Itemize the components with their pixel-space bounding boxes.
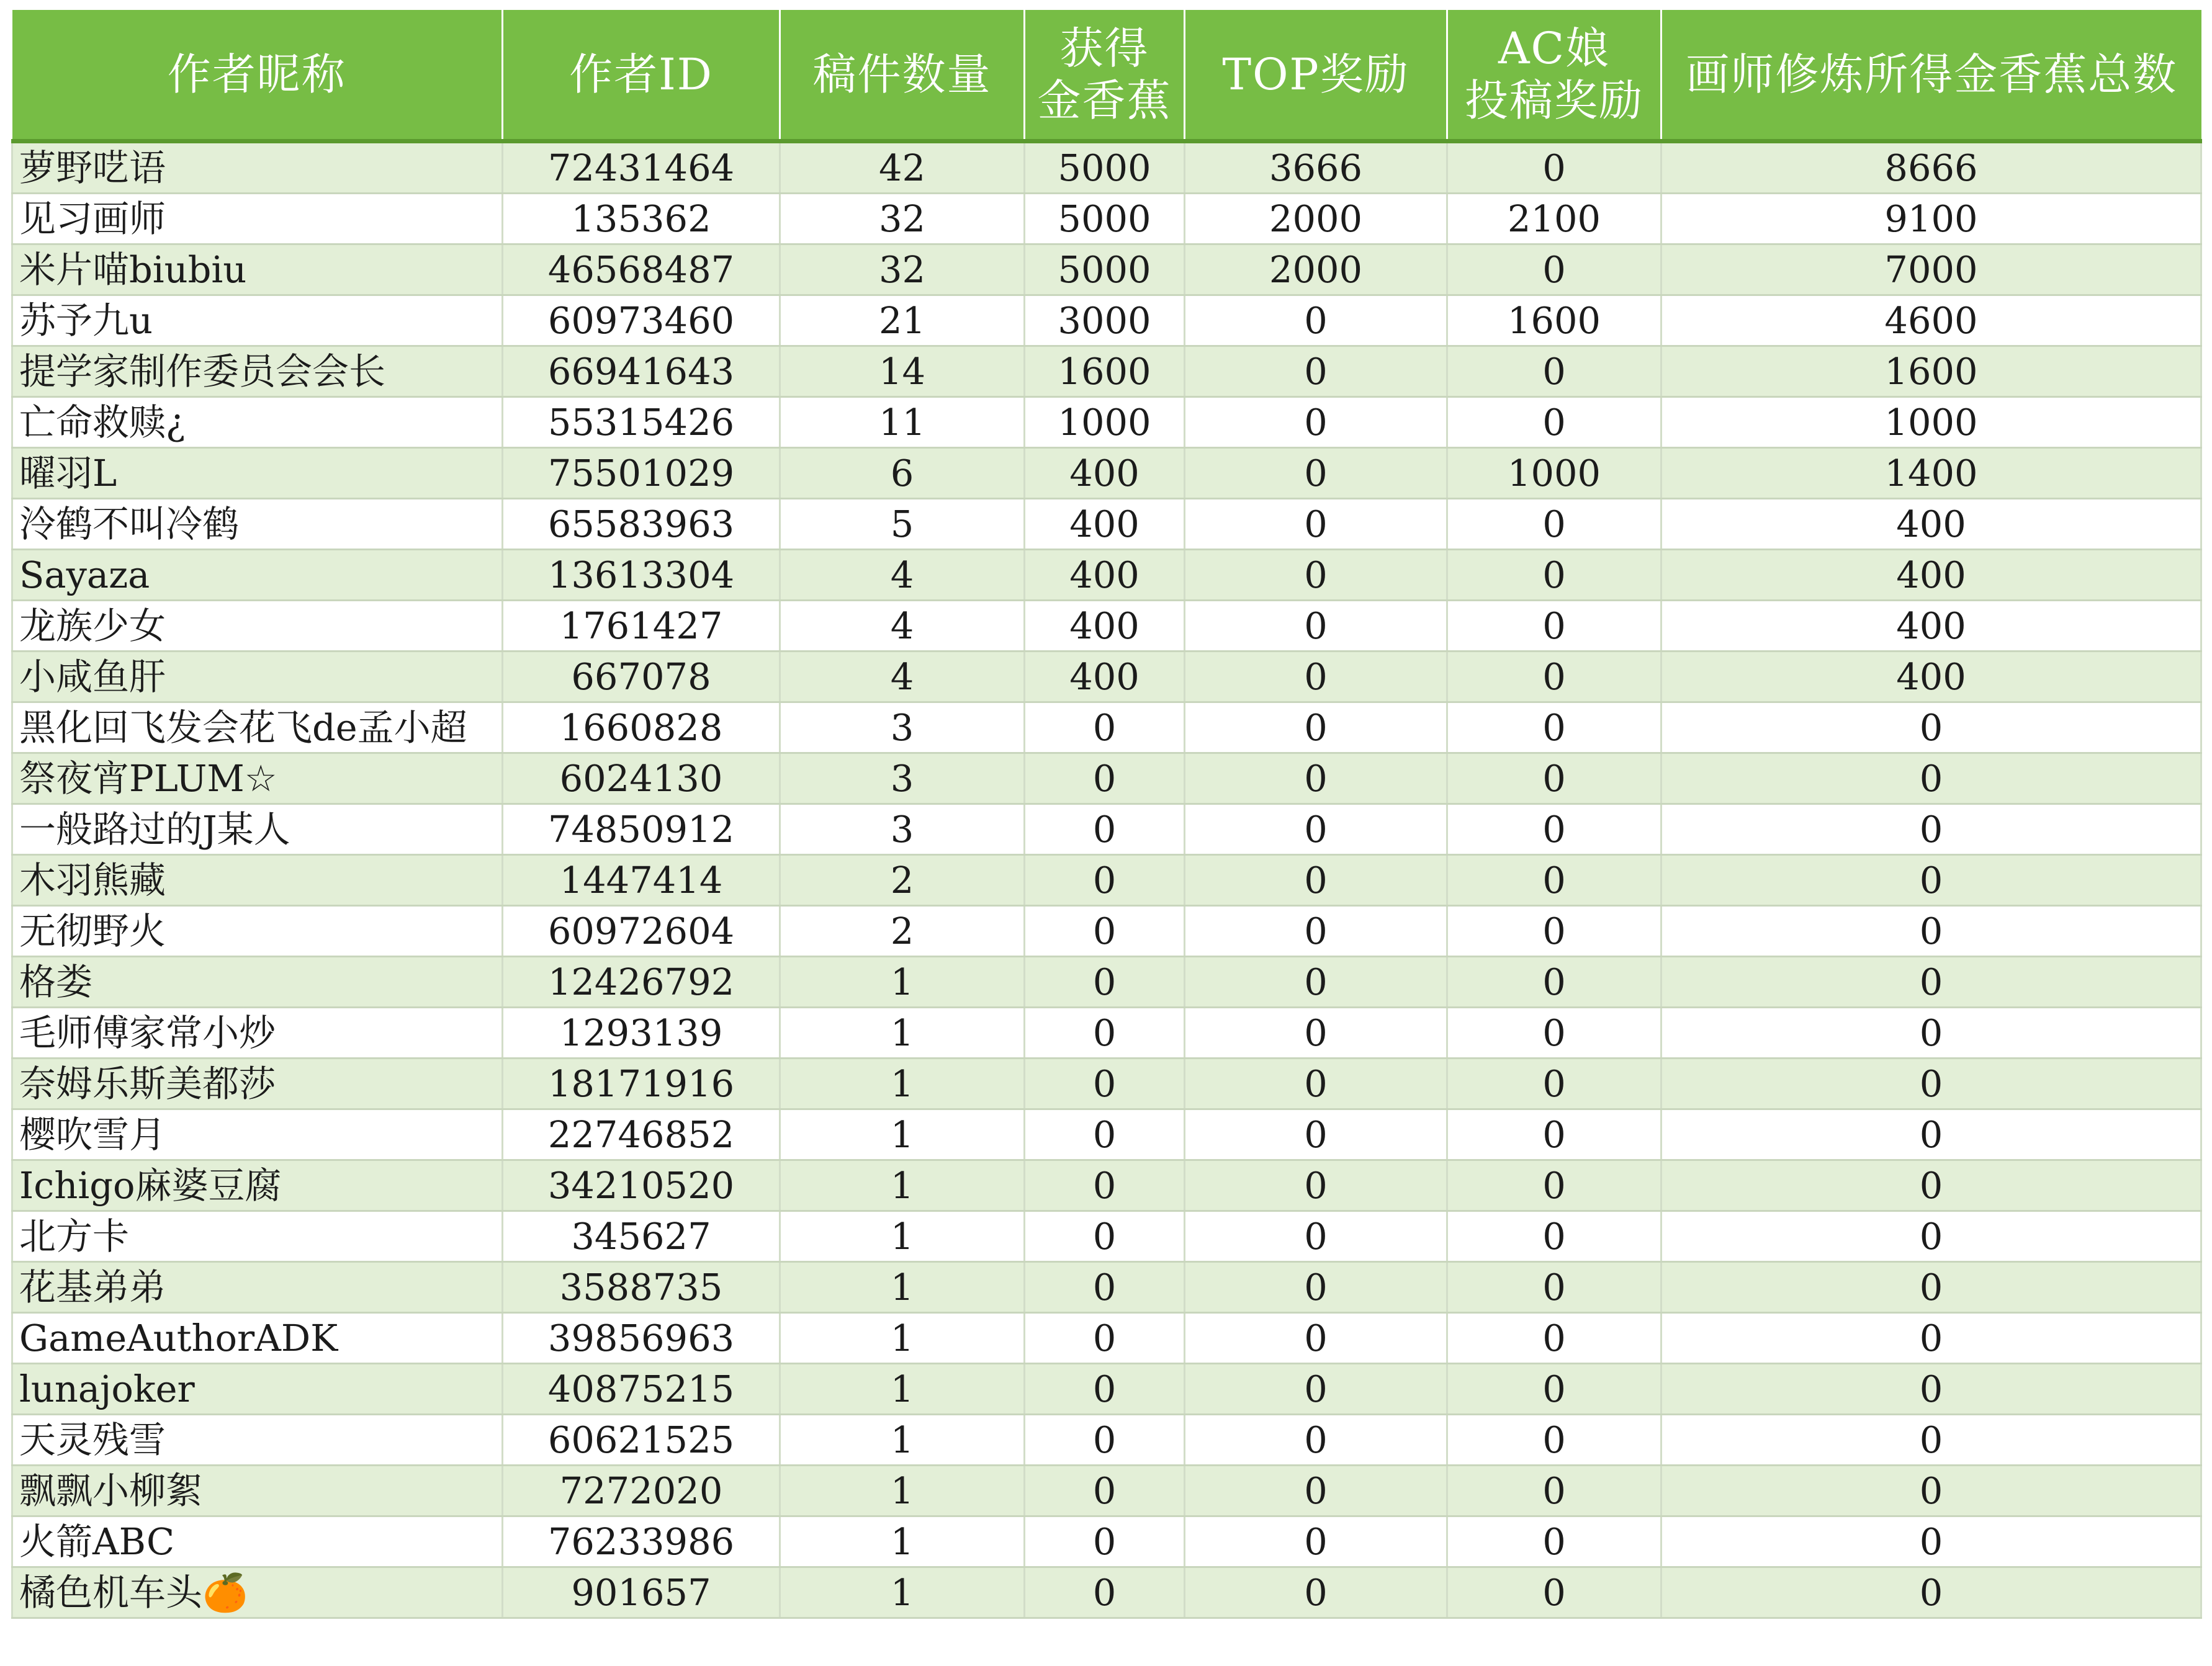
author-id-cell: 60972604: [503, 906, 780, 957]
top-reward-cell: 0: [1185, 499, 1447, 550]
table-row: [12, 1109, 2201, 1160]
total-banana-cell: 0: [1661, 957, 2201, 1008]
author-id-cell: 76233986: [503, 1516, 780, 1567]
total-banana-cell: 0: [1661, 804, 2201, 855]
submission-count-cell: 1: [780, 1567, 1025, 1618]
golden-banana-cell: 0: [1025, 855, 1185, 906]
table-row: [12, 1008, 2201, 1059]
table-row: [12, 1516, 2201, 1567]
author-id-cell: 1761427: [503, 601, 780, 652]
ac-reward-cell: 0: [1447, 397, 1661, 448]
author-id-cell: 40875215: [503, 1364, 780, 1415]
author-id-cell: 60973460: [503, 295, 780, 346]
ac-reward-cell: 0: [1447, 753, 1661, 804]
submission-count-cell: 4: [780, 601, 1025, 652]
table-row: [12, 1313, 2201, 1364]
author-nickname-cell: 飘飘小柳絮: [12, 1466, 503, 1516]
submission-count-cell: 3: [780, 753, 1025, 804]
submission-count-cell: 14: [780, 346, 1025, 397]
total-banana-cell: 8666: [1661, 141, 2201, 194]
ac-reward-cell: 0: [1447, 1567, 1661, 1618]
total-banana-cell: 0: [1661, 1109, 2201, 1160]
author-nickname-cell: Ichigo麻婆豆腐: [12, 1160, 503, 1211]
top-reward-cell: 0: [1185, 906, 1447, 957]
table-row: [12, 499, 2201, 550]
author-nickname-cell: 格娄: [12, 957, 503, 1008]
author-nickname-cell: 木羽熊藏: [12, 855, 503, 906]
submission-count-cell: 1: [780, 1364, 1025, 1415]
ac-reward-cell: 0: [1447, 906, 1661, 957]
ac-reward-cell: 0: [1447, 702, 1661, 753]
total-banana-cell: 1600: [1661, 346, 2201, 397]
top-reward-cell: 0: [1185, 652, 1447, 702]
table-row: [12, 906, 2201, 957]
author-id-cell: 60621525: [503, 1415, 780, 1466]
total-banana-cell: 0: [1661, 906, 2201, 957]
ac-reward-cell: 0: [1447, 550, 1661, 601]
author-id-cell: 46568487: [503, 244, 780, 295]
submission-count-cell: 42: [780, 141, 1025, 194]
total-banana-cell: 0: [1661, 753, 2201, 804]
top-reward-cell: 0: [1185, 1313, 1447, 1364]
author-nickname-cell: Sayaza: [12, 550, 503, 601]
top-reward-cell: 0: [1185, 1415, 1447, 1466]
golden-banana-cell: 1000: [1025, 397, 1185, 448]
header-author-id: 作者ID: [503, 10, 780, 141]
submission-count-cell: 1: [780, 957, 1025, 1008]
submission-count-cell: 11: [780, 397, 1025, 448]
top-reward-cell: 0: [1185, 855, 1447, 906]
golden-banana-cell: 0: [1025, 1313, 1185, 1364]
header-row: [12, 10, 2201, 141]
top-reward-cell: 0: [1185, 397, 1447, 448]
golden-banana-cell: 0: [1025, 1160, 1185, 1211]
total-banana-cell: 0: [1661, 1313, 2201, 1364]
ac-reward-cell: 0: [1447, 346, 1661, 397]
table-row: [12, 550, 2201, 601]
top-reward-cell: 0: [1185, 295, 1447, 346]
table-row: [12, 448, 2201, 499]
table-body: [12, 141, 2201, 1618]
top-reward-cell: 0: [1185, 550, 1447, 601]
total-banana-cell: 0: [1661, 1364, 2201, 1415]
table-row: [12, 652, 2201, 702]
total-banana-cell: 4600: [1661, 295, 2201, 346]
total-banana-cell: 1400: [1661, 448, 2201, 499]
total-banana-cell: 0: [1661, 1262, 2201, 1313]
author-nickname-cell: 曜羽L: [12, 448, 503, 499]
author-nickname-cell: 苏予九u: [12, 295, 503, 346]
total-banana-cell: 400: [1661, 499, 2201, 550]
ac-reward-cell: 0: [1447, 141, 1661, 194]
total-banana-cell: 400: [1661, 601, 2201, 652]
ac-reward-cell: 0: [1447, 1109, 1661, 1160]
golden-banana-cell: 0: [1025, 1466, 1185, 1516]
header-submission-count: 稿件数量: [780, 10, 1025, 141]
top-reward-cell: 0: [1185, 1160, 1447, 1211]
total-banana-cell: 0: [1661, 702, 2201, 753]
author-id-cell: 12426792: [503, 957, 780, 1008]
ac-reward-cell: 0: [1447, 1313, 1661, 1364]
header-author-nickname: 作者昵称: [12, 10, 503, 141]
submission-count-cell: 32: [780, 194, 1025, 244]
table-row: [12, 397, 2201, 448]
author-id-cell: 1660828: [503, 702, 780, 753]
submission-count-cell: 1: [780, 1160, 1025, 1211]
submission-count-cell: 1: [780, 1059, 1025, 1109]
author-id-cell: 22746852: [503, 1109, 780, 1160]
top-reward-cell: 0: [1185, 1262, 1447, 1313]
author-nickname-cell: 泠鹤不叫冷鹤: [12, 499, 503, 550]
table-row: [12, 1364, 2201, 1415]
author-id-cell: 345627: [503, 1211, 780, 1262]
golden-banana-cell: 0: [1025, 1364, 1185, 1415]
author-id-cell: 75501029: [503, 448, 780, 499]
golden-banana-cell: 400: [1025, 448, 1185, 499]
author-id-cell: 6024130: [503, 753, 780, 804]
author-nickname-cell: lunajoker: [12, 1364, 503, 1415]
submission-count-cell: 3: [780, 702, 1025, 753]
golden-banana-cell: 400: [1025, 550, 1185, 601]
golden-banana-cell: 0: [1025, 1109, 1185, 1160]
golden-banana-cell: 0: [1025, 1567, 1185, 1618]
header-total-golden-banana: 画师修炼所得金香蕉总数: [1661, 10, 2201, 141]
ac-reward-cell: 0: [1447, 499, 1661, 550]
table-row: [12, 1466, 2201, 1516]
ac-reward-cell: 0: [1447, 652, 1661, 702]
top-reward-cell: 0: [1185, 753, 1447, 804]
total-banana-cell: 1000: [1661, 397, 2201, 448]
top-reward-cell: 0: [1185, 1211, 1447, 1262]
submission-count-cell: 1: [780, 1211, 1025, 1262]
top-reward-cell: 0: [1185, 804, 1447, 855]
submission-count-cell: 1: [780, 1262, 1025, 1313]
golden-banana-cell: 0: [1025, 1415, 1185, 1466]
author-nickname-cell: 祭夜宵PLUM☆: [12, 753, 503, 804]
author-nickname-cell: 小咸鱼肝: [12, 652, 503, 702]
ac-reward-cell: 0: [1447, 1059, 1661, 1109]
top-reward-cell: 0: [1185, 1364, 1447, 1415]
author-nickname-cell: 天灵残雪: [12, 1415, 503, 1466]
golden-banana-cell: 0: [1025, 1516, 1185, 1567]
submission-count-cell: 1: [780, 1313, 1025, 1364]
top-reward-cell: 0: [1185, 702, 1447, 753]
table-row: [12, 1160, 2201, 1211]
author-id-cell: 667078: [503, 652, 780, 702]
total-banana-cell: 7000: [1661, 244, 2201, 295]
author-nickname-cell: 黑化回飞发会花飞de孟小超: [12, 702, 503, 753]
author-nickname-cell: 萝野呓语: [12, 141, 503, 194]
total-banana-cell: 0: [1661, 855, 2201, 906]
submission-count-cell: 32: [780, 244, 1025, 295]
total-banana-cell: 0: [1661, 1008, 2201, 1059]
top-reward-cell: 0: [1185, 957, 1447, 1008]
table-row: [12, 1567, 2201, 1618]
table-row: [12, 1262, 2201, 1313]
table-row: [12, 855, 2201, 906]
author-id-cell: 34210520: [503, 1160, 780, 1211]
golden-banana-cell: 0: [1025, 753, 1185, 804]
author-nickname-cell: 一般路过的J某人: [12, 804, 503, 855]
header-top-reward: TOP奖励: [1185, 10, 1447, 141]
ac-reward-cell: 0: [1447, 855, 1661, 906]
table-row: [12, 194, 2201, 244]
top-reward-cell: 2000: [1185, 244, 1447, 295]
author-nickname-cell: 米片喵biubiu: [12, 244, 503, 295]
top-reward-cell: 3666: [1185, 141, 1447, 194]
golden-banana-cell: 0: [1025, 702, 1185, 753]
ac-reward-cell: 0: [1447, 1160, 1661, 1211]
author-nickname-cell: 橘色机车头🍊: [12, 1567, 503, 1618]
ac-reward-cell: 0: [1447, 244, 1661, 295]
submission-count-cell: 2: [780, 906, 1025, 957]
table-row: [12, 702, 2201, 753]
author-id-cell: 39856963: [503, 1313, 780, 1364]
top-reward-cell: 0: [1185, 448, 1447, 499]
submission-count-cell: 1: [780, 1466, 1025, 1516]
ac-reward-cell: 2100: [1447, 194, 1661, 244]
author-id-cell: 7272020: [503, 1466, 780, 1516]
table-row: [12, 804, 2201, 855]
submission-count-cell: 3: [780, 804, 1025, 855]
top-reward-cell: 0: [1185, 346, 1447, 397]
table-row: [12, 141, 2201, 194]
submission-count-cell: 2: [780, 855, 1025, 906]
total-banana-cell: 400: [1661, 550, 2201, 601]
table-row: [12, 601, 2201, 652]
top-reward-cell: 2000: [1185, 194, 1447, 244]
author-nickname-cell: 奈姆乐斯美都莎: [12, 1059, 503, 1109]
golden-banana-cell: 0: [1025, 906, 1185, 957]
ac-reward-cell: 0: [1447, 1262, 1661, 1313]
author-id-cell: 65583963: [503, 499, 780, 550]
golden-banana-cell: 5000: [1025, 244, 1185, 295]
author-id-cell: 72431464: [503, 141, 780, 194]
ac-reward-cell: 0: [1447, 957, 1661, 1008]
submission-count-cell: 4: [780, 550, 1025, 601]
header-golden-banana-earned: 获得 金香蕉: [1025, 10, 1185, 141]
golden-banana-cell: 1600: [1025, 346, 1185, 397]
author-id-cell: 18171916: [503, 1059, 780, 1109]
author-nickname-cell: 樱吹雪月: [12, 1109, 503, 1160]
ac-reward-cell: 0: [1447, 1466, 1661, 1516]
top-reward-cell: 0: [1185, 1466, 1447, 1516]
table-row: [12, 957, 2201, 1008]
golden-banana-cell: 0: [1025, 1059, 1185, 1109]
total-banana-cell: 0: [1661, 1415, 2201, 1466]
total-banana-cell: 400: [1661, 652, 2201, 702]
submission-count-cell: 1: [780, 1109, 1025, 1160]
author-id-cell: 66941643: [503, 346, 780, 397]
author-nickname-cell: 龙族少女: [12, 601, 503, 652]
total-banana-cell: 0: [1661, 1160, 2201, 1211]
submission-count-cell: 1: [780, 1008, 1025, 1059]
total-banana-cell: 0: [1661, 1059, 2201, 1109]
table-row: [12, 346, 2201, 397]
banana-reward-table: [11, 10, 2202, 1619]
table-row: [12, 1059, 2201, 1109]
golden-banana-cell: 0: [1025, 957, 1185, 1008]
author-nickname-cell: 无彻野火: [12, 906, 503, 957]
submission-count-cell: 1: [780, 1415, 1025, 1466]
golden-banana-cell: 3000: [1025, 295, 1185, 346]
submission-count-cell: 21: [780, 295, 1025, 346]
top-reward-cell: 0: [1185, 1059, 1447, 1109]
author-id-cell: 135362: [503, 194, 780, 244]
ac-reward-cell: 1000: [1447, 448, 1661, 499]
author-id-cell: 74850912: [503, 804, 780, 855]
ac-reward-cell: 0: [1447, 804, 1661, 855]
golden-banana-cell: 0: [1025, 1008, 1185, 1059]
golden-banana-cell: 5000: [1025, 141, 1185, 194]
author-id-cell: 901657: [503, 1567, 780, 1618]
total-banana-cell: 9100: [1661, 194, 2201, 244]
total-banana-cell: 0: [1661, 1466, 2201, 1516]
table-row: [12, 244, 2201, 295]
author-nickname-cell: GameAuthorADK: [12, 1313, 503, 1364]
table-row: [12, 295, 2201, 346]
top-reward-cell: 0: [1185, 1008, 1447, 1059]
table-row: [12, 1211, 2201, 1262]
author-nickname-cell: 花基弟弟: [12, 1262, 503, 1313]
submission-count-cell: 4: [780, 652, 1025, 702]
author-nickname-cell: 北方卡: [12, 1211, 503, 1262]
ac-reward-cell: 0: [1447, 601, 1661, 652]
author-nickname-cell: 亡命救赎¿: [12, 397, 503, 448]
golden-banana-cell: 0: [1025, 1262, 1185, 1313]
author-id-cell: 13613304: [503, 550, 780, 601]
header-ac-submission-reward: AC娘 投稿奖励: [1447, 10, 1661, 141]
author-nickname-cell: 见习画师: [12, 194, 503, 244]
ac-reward-cell: 0: [1447, 1364, 1661, 1415]
author-nickname-cell: 火箭ABC: [12, 1516, 503, 1567]
golden-banana-cell: 400: [1025, 652, 1185, 702]
top-reward-cell: 0: [1185, 601, 1447, 652]
author-id-cell: 55315426: [503, 397, 780, 448]
ac-reward-cell: 0: [1447, 1516, 1661, 1567]
submission-count-cell: 6: [780, 448, 1025, 499]
table-row: [12, 753, 2201, 804]
top-reward-cell: 0: [1185, 1567, 1447, 1618]
submission-count-cell: 1: [780, 1516, 1025, 1567]
golden-banana-cell: 400: [1025, 499, 1185, 550]
total-banana-cell: 0: [1661, 1516, 2201, 1567]
author-nickname-cell: 提学家制作委员会会长: [12, 346, 503, 397]
golden-banana-cell: 5000: [1025, 194, 1185, 244]
ac-reward-cell: 0: [1447, 1415, 1661, 1466]
total-banana-cell: 0: [1661, 1567, 2201, 1618]
author-id-cell: 3588735: [503, 1262, 780, 1313]
ac-reward-cell: 0: [1447, 1008, 1661, 1059]
total-banana-cell: 0: [1661, 1211, 2201, 1262]
author-id-cell: 1293139: [503, 1008, 780, 1059]
golden-banana-cell: 0: [1025, 1211, 1185, 1262]
ac-reward-cell: 1600: [1447, 295, 1661, 346]
top-reward-cell: 0: [1185, 1109, 1447, 1160]
author-nickname-cell: 毛师傅家常小炒: [12, 1008, 503, 1059]
ac-reward-cell: 0: [1447, 1211, 1661, 1262]
author-id-cell: 1447414: [503, 855, 780, 906]
submission-count-cell: 5: [780, 499, 1025, 550]
golden-banana-cell: 400: [1025, 601, 1185, 652]
golden-banana-cell: 0: [1025, 804, 1185, 855]
table-row: [12, 1415, 2201, 1466]
top-reward-cell: 0: [1185, 1516, 1447, 1567]
